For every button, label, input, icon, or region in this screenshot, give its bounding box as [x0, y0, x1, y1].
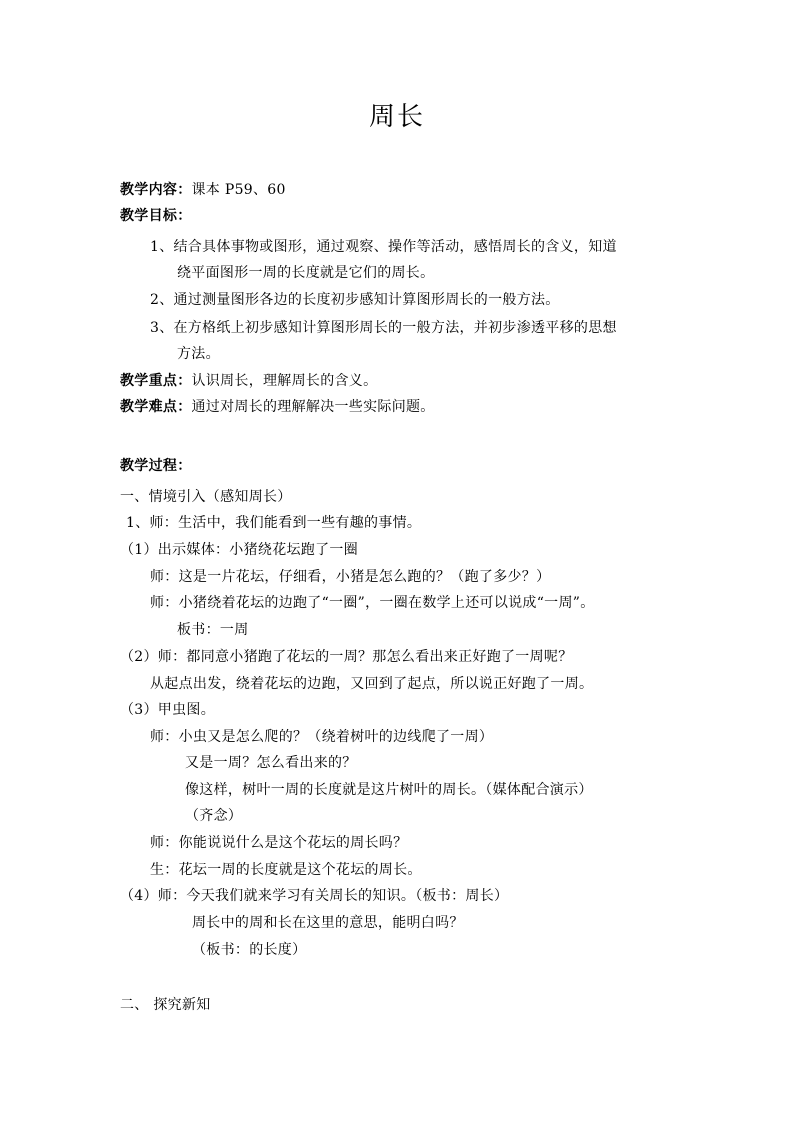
- section-heading: 一、情境引入（感知周长）: [120, 489, 292, 505]
- section-heading: 二、 探究新知: [120, 997, 211, 1013]
- process-line: （3）甲虫图。: [120, 702, 216, 718]
- page-title: 周长: [368, 102, 425, 132]
- process-line: （1）出示媒体：小猪绕花坛跑了一圈: [120, 542, 359, 558]
- goal-item-continuation: 方法。: [177, 346, 220, 362]
- process-line: （板书：的长度）: [192, 942, 307, 958]
- goal-item-continuation: 绕平面图形一周的长度就是它们的周长。: [177, 265, 435, 281]
- teaching-goals-label: 教学目标：: [120, 208, 192, 224]
- process-line: 从起点出发，绕着花坛的边跑，又回到了起点，所以说正好跑了一周。: [150, 676, 594, 692]
- process-line: 师：你能说说什么是这个花坛的周长吗？: [150, 835, 408, 851]
- key-point-value: 认识周长，理解周长的含义。: [191, 373, 378, 389]
- difficulty-label: 教学难点：: [120, 399, 192, 415]
- difficulty-value: 通过对周长的理解解决一些实际问题。: [191, 399, 435, 415]
- teaching-content-line: [120, 181, 286, 199]
- process-line: （齐念）: [185, 808, 243, 824]
- goal-item: 3、在方格纸上初步感知计算图形周长的一般方法，并初步渗透平移的思想: [150, 320, 617, 336]
- process-line: 1、师：生活中，我们能看到一些有趣的事情。: [126, 515, 422, 531]
- goal-item: 2、通过测量图形各边的长度初步感知计算图形周长的一般方法。: [150, 292, 560, 308]
- process-line: 板书：一周: [177, 622, 249, 638]
- process-line: 周长中的周和长在这里的意思，能明白吗？: [192, 915, 464, 931]
- process-line: 师：小猪绕着花坛的边跑了“一圈”，一圈在数学上还可以说成“一周”。: [150, 595, 595, 611]
- process-line: （4）师：今天我们就来学习有关周长的知识。（板书：周长）: [120, 888, 509, 904]
- process-line: 像这样，树叶一周的长度就是这片树叶的周长。（媒体配合演示）: [185, 782, 593, 798]
- process-line: 师：小虫又是怎么爬的？（绕着树叶的边线爬了一周）: [150, 729, 494, 745]
- key-point-label: 教学重点：: [120, 373, 192, 389]
- process-line: （2）师：都同意小猪跑了花坛的一周？那怎么看出来正好跑了一周呢？: [120, 649, 573, 665]
- teaching-content-value: 课本 P59、60: [191, 182, 286, 198]
- teaching-content-label: 教学内容：: [120, 182, 192, 198]
- process-line: 师：这是一片花坛，仔细看，小猪是怎么跑的？（跑了多少？）: [150, 569, 551, 585]
- goal-item: 1、结合具体事物或图形，通过观察、操作等活动，感悟周长的含义，知道: [150, 239, 617, 255]
- difficulty-line: [120, 398, 435, 416]
- process-line: 生：花坛一周的长度就是这个花坛的周长。: [150, 862, 422, 878]
- process-line: 又是一周？怎么看出来的？: [185, 755, 357, 771]
- process-label: 教学过程：: [120, 458, 192, 474]
- key-point-line: [120, 372, 377, 390]
